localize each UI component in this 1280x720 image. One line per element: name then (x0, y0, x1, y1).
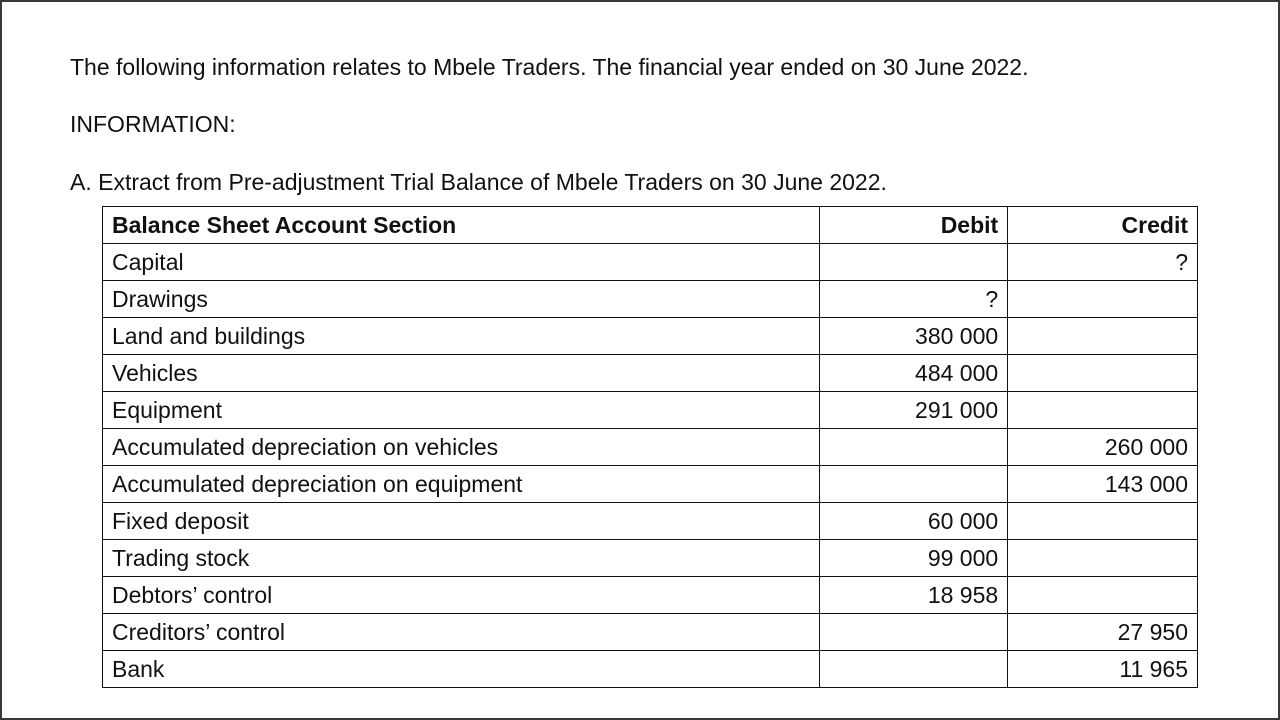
table-row (103, 503, 1198, 540)
intro-text: The following information relates to Mbele Traders. The financial year ended on 30 June 2022. (70, 54, 1029, 80)
debit-cell (820, 651, 1008, 688)
credit-cell: ? (1008, 244, 1198, 281)
table-caption: A. Extract from Pre-adjustment Trial Balance of Mbele Traders on 30 June 2022. (70, 169, 887, 195)
account-cell: Bank (103, 651, 820, 688)
account-cell: Trading stock (103, 540, 820, 577)
credit-cell (1008, 392, 1198, 429)
debit-cell: ? (820, 281, 1008, 318)
table-row (103, 318, 1198, 355)
account-cell: Debtors’ control (103, 577, 820, 614)
account-cell: Fixed deposit (103, 503, 820, 540)
header-credit: Credit (1008, 207, 1198, 244)
account-cell: Accumulated depreciation on equipment (103, 466, 820, 503)
account-cell: Land and buildings (103, 318, 820, 355)
credit-cell: 11 965 (1008, 651, 1198, 688)
table-row (103, 244, 1198, 281)
debit-cell: 99 000 (820, 540, 1008, 577)
debit-cell: 18 958 (820, 577, 1008, 614)
table-row (103, 614, 1198, 651)
account-cell: Vehicles (103, 355, 820, 392)
trial-balance-table (102, 206, 1198, 688)
table-row (103, 281, 1198, 318)
table-row (103, 429, 1198, 466)
debit-cell (820, 429, 1008, 466)
debit-cell: 484 000 (820, 355, 1008, 392)
debit-cell (820, 614, 1008, 651)
table-row (103, 540, 1198, 577)
account-cell: Creditors’ control (103, 614, 820, 651)
credit-cell (1008, 355, 1198, 392)
account-cell: Accumulated depreciation on vehicles (103, 429, 820, 466)
debit-cell: 380 000 (820, 318, 1008, 355)
debit-cell: 291 000 (820, 392, 1008, 429)
table-row (103, 355, 1198, 392)
credit-cell: 260 000 (1008, 429, 1198, 466)
table-row (103, 392, 1198, 429)
credit-cell: 143 000 (1008, 466, 1198, 503)
header-debit: Debit (820, 207, 1008, 244)
table-row (103, 577, 1198, 614)
table-header-row (103, 207, 1198, 244)
account-cell: Drawings (103, 281, 820, 318)
credit-cell (1008, 318, 1198, 355)
table-row (103, 466, 1198, 503)
debit-cell: 60 000 (820, 503, 1008, 540)
information-heading: INFORMATION: (70, 111, 236, 137)
credit-cell (1008, 577, 1198, 614)
account-cell: Capital (103, 244, 820, 281)
header-account: Balance Sheet Account Section (103, 207, 820, 244)
credit-cell (1008, 540, 1198, 577)
account-cell: Equipment (103, 392, 820, 429)
credit-cell (1008, 503, 1198, 540)
credit-cell: 27 950 (1008, 614, 1198, 651)
debit-cell (820, 466, 1008, 503)
debit-cell (820, 244, 1008, 281)
credit-cell (1008, 281, 1198, 318)
table-row (103, 651, 1198, 688)
